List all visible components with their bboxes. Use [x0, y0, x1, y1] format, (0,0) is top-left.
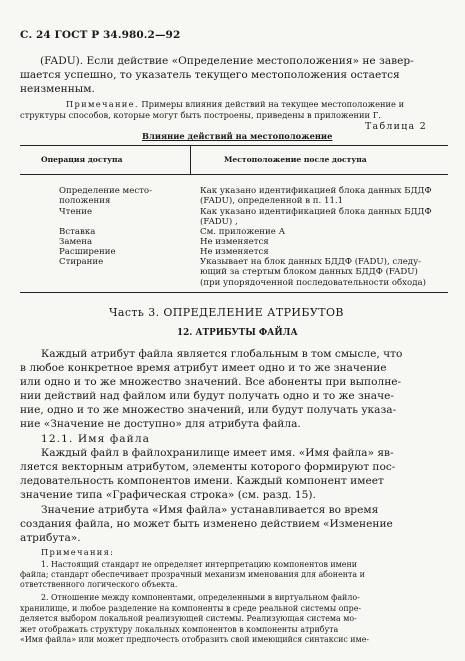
note-line: структуры способов, которые могут быть построены, приведены в приложении Г.: [20, 110, 381, 120]
table-number: Таблица 2: [365, 121, 427, 132]
part-title: Часть 3. ОПРЕДЕЛЕНИЕ АТРИБУТОВ: [109, 306, 344, 319]
page-header: С. 24 ГОСТ Р 34.980.2—92: [20, 29, 181, 41]
intro-line: (FADU). Если действие «Определение местоположения» не завер-: [40, 55, 414, 67]
table-row-op: Стирание: [59, 257, 104, 267]
table-row-result: Не изменяется: [200, 237, 269, 247]
paragraph-line: нии действий над файлом или будут получать одно и то же значе-: [20, 390, 394, 402]
table-row-op: Чтение: [59, 207, 93, 217]
table-row-result: Как указано идентификацией блока данных БДДФ (FADU) ,: [200, 207, 432, 228]
table-row-op: Замена: [59, 237, 93, 247]
table-top-rule: [20, 145, 448, 146]
paragraph-line: ние «Значение не доступно» для атрибута файла.: [20, 418, 301, 430]
note-line: 2. Отношение между компонентами, определенными в виртуальном файло-: [41, 593, 360, 602]
paragraph-line: ние, одно и то же множество значений, или будут получать указа-: [20, 404, 397, 416]
paragraph-line: Каждый файл в файлохранилище имеет имя. «Имя файла» яв-: [41, 447, 394, 459]
table-header-rule: [20, 174, 448, 175]
note-line: ответственного логического объекта.: [20, 580, 178, 589]
paragraph-line: в любое конкретное время атрибут имеет одно и то же значение: [20, 362, 387, 374]
table-bottom-rule: [20, 292, 448, 293]
note-line: 1. Настоящий стандарт не определяет интерпретацию компонентов имени: [41, 560, 357, 569]
table-column-divider: [190, 145, 191, 174]
table-col-header-operation: Операция доступа: [41, 155, 123, 164]
table-title: Влияние действий на местоположение: [142, 131, 333, 141]
paragraph-line: атрибута».: [20, 532, 81, 544]
table-col-header-location: Местоположение после доступа: [224, 155, 367, 164]
paragraph-line: или одно и то же множество значений. Все абоненты при выполне-: [20, 376, 402, 388]
subsection-title: 12.1. Имя файла: [41, 433, 151, 445]
note-line: файла; стандарт обеспечивает прозрачный механизм именования для абонента и: [20, 570, 365, 579]
paragraph-line: ледовательность компонентов имени. Каждый компонент имеет: [20, 475, 384, 487]
table-row-op: Вставка: [59, 227, 96, 237]
paragraph-line: Значение атрибута «Имя файла» устанавливается во время: [41, 504, 379, 516]
intro-line: неизменным.: [20, 83, 95, 95]
note-line: «Имя файла» или может предпочесть отобразить свой имеющийся синтаксис име-: [20, 635, 370, 644]
note-text: Примеры влияния действий на текущее местоположение и: [141, 99, 405, 109]
paragraph-line: Каждый атрибут файла является глобальным в том смысле, что: [41, 348, 403, 360]
paragraph-line: значение типа «Графическая строка» (см. разд. 15).: [20, 489, 316, 501]
note-label: Примечание.: [66, 99, 139, 109]
notes-label: Примечания:: [41, 547, 115, 557]
note-intro: [66, 99, 404, 110]
note-line: хранилище, и любое разделение на компоненты в среде реальной системы опре-: [20, 604, 362, 613]
section-title: 12. АТРИБУТЫ ФАЙЛА: [177, 328, 298, 338]
table-row-result: См. приложение А: [200, 227, 286, 237]
table-row-op: Расширение: [59, 247, 116, 257]
table-row-result: Не изменяется: [200, 247, 269, 257]
table-row-result: Указывает на блок данных БДДФ (FADU), следу- ющий за стертым блоком данных БДДФ (FADU) (при упорядоченной последовательности обхода): [200, 257, 426, 288]
table-row-result: Как указано идентификацией блока данных БДДФ (FADU), определенной в п. 11.1: [200, 186, 432, 207]
paragraph-line: создания файла, но может быть изменено действием «Изменение: [20, 518, 393, 530]
paragraph-line: ляется векторным атрибутом, элементы которого формируют пос-: [20, 461, 396, 473]
note-line: деляется выбором локальной реализующей системы. Реализующая система мо-: [20, 614, 357, 623]
table-row-op: Определение место- положения: [59, 186, 152, 207]
intro-line: шается успешно, то указатель текущего местоположения остается: [20, 69, 400, 81]
note-line: жет отображать структуру локальных компонентов в компоненты атрибута: [20, 625, 339, 634]
